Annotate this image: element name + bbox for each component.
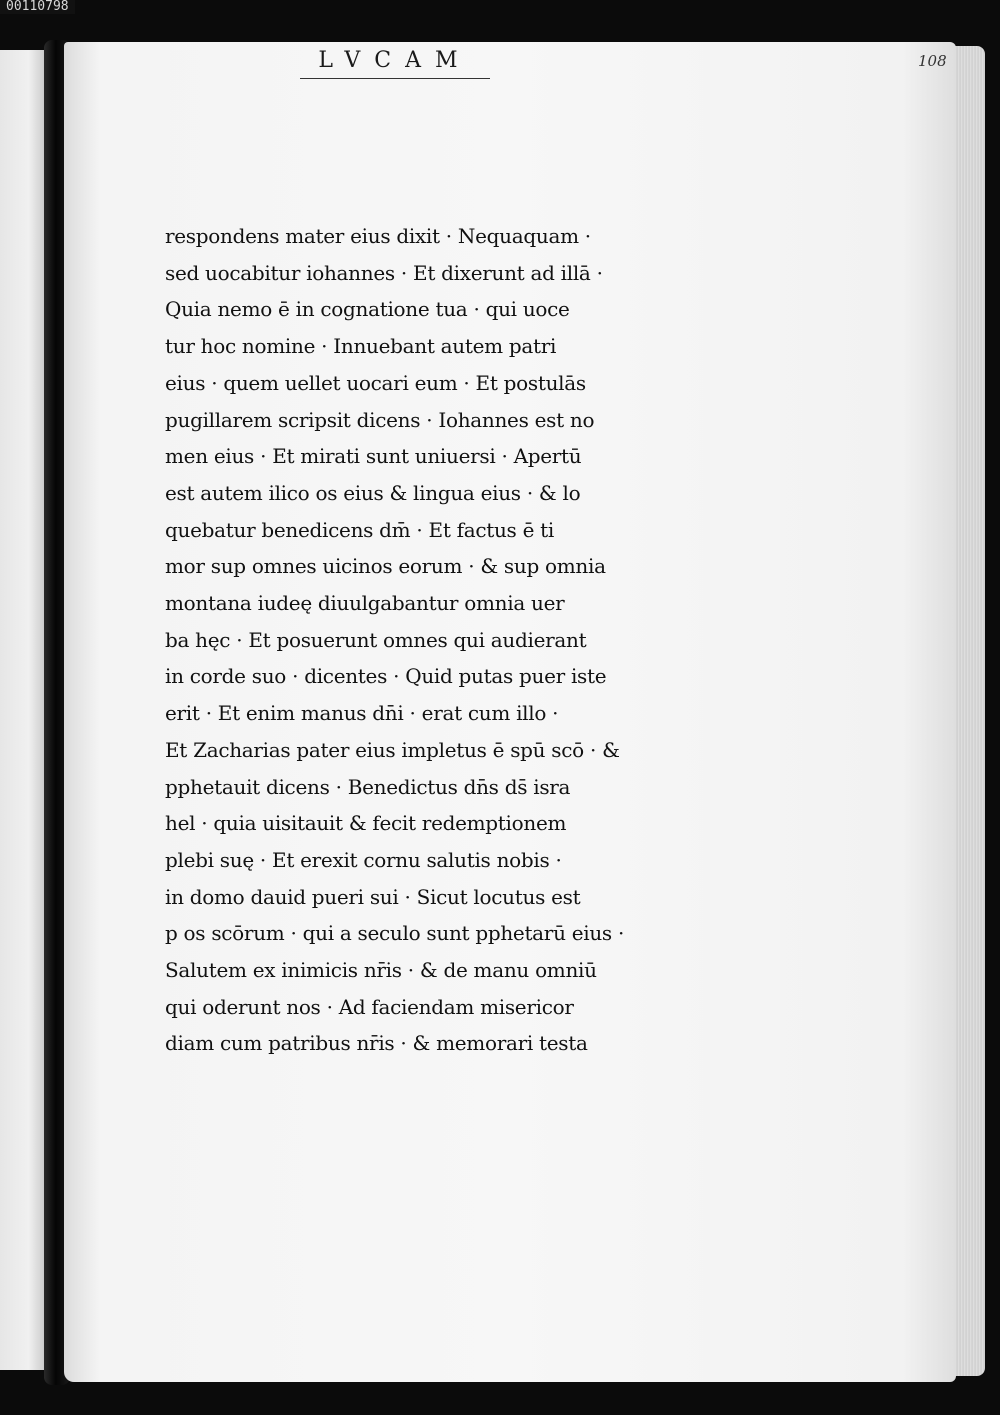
text-line: tur hoc nomine · Innuebant autem patri — [165, 334, 557, 359]
text-block — [165, 218, 645, 1062]
text-line: in corde suo · dicentes · Quid putas puer iste — [165, 664, 607, 689]
text-line: quebatur benedicens dm̄ · Et factus ē ti — [165, 517, 555, 542]
text-line: in domo dauid pueri sui · Sicut locutus est — [165, 884, 581, 909]
text-line: Salutem ex inimicis nr̄is · & de manu omniū — [165, 958, 597, 983]
text-line: plebi suę · Et erexit cornu salutis nobis · — [165, 847, 562, 872]
text-line: Et Zacharias pater eius impletus ē spū scō · & — [165, 737, 620, 762]
text-line: erit · Et enim manus dn̄i · erat cum illo · — [165, 701, 559, 726]
text-line: p os scōrum · qui a seculo sunt pphetarū eius · — [165, 921, 624, 946]
running-head: LVCAM — [300, 48, 490, 79]
page-edges — [955, 46, 985, 1376]
text-line: diam cum patribus nr̄is · & memorari testa — [165, 1031, 588, 1056]
folio-number: 108 — [918, 52, 947, 70]
text-line: montana iudeę diuulgabantur omnia uer — [165, 591, 565, 616]
text-line: mor sup omnes uicinos eorum · & sup omnia — [165, 554, 606, 579]
text-line: pugillarem scripsit dicens · Iohannes est no — [165, 407, 595, 432]
text-line: sed uocabitur iohannes · Et dixerunt ad illā · — [165, 260, 603, 285]
scan-label: 00110798 — [0, 0, 75, 14]
text-line: respondens mater eius dixit · Nequaquam · — [165, 224, 591, 248]
text-line: pphetauit dicens · Benedictus dn̄s ds̄ isra — [165, 774, 571, 799]
text-line: eius · quem uellet uocari eum · Et postulās — [165, 370, 586, 395]
text-line: ba hęc · Et posuerunt omnes qui audierant — [165, 627, 587, 652]
text-line: hel · quia uisitauit & fecit redemptionem — [165, 811, 567, 836]
text-line: Quia nemo ē in cognatione tua · qui uoce — [165, 297, 570, 322]
text-line: qui oderunt nos · Ad faciendam misericor — [165, 994, 574, 1019]
text-line: est autem ilico os eius & lingua eius · & lo — [165, 480, 581, 505]
left-page-edge — [0, 50, 48, 1370]
text-line: men eius · Et mirati sunt uniuersi · Apertū — [165, 444, 582, 469]
